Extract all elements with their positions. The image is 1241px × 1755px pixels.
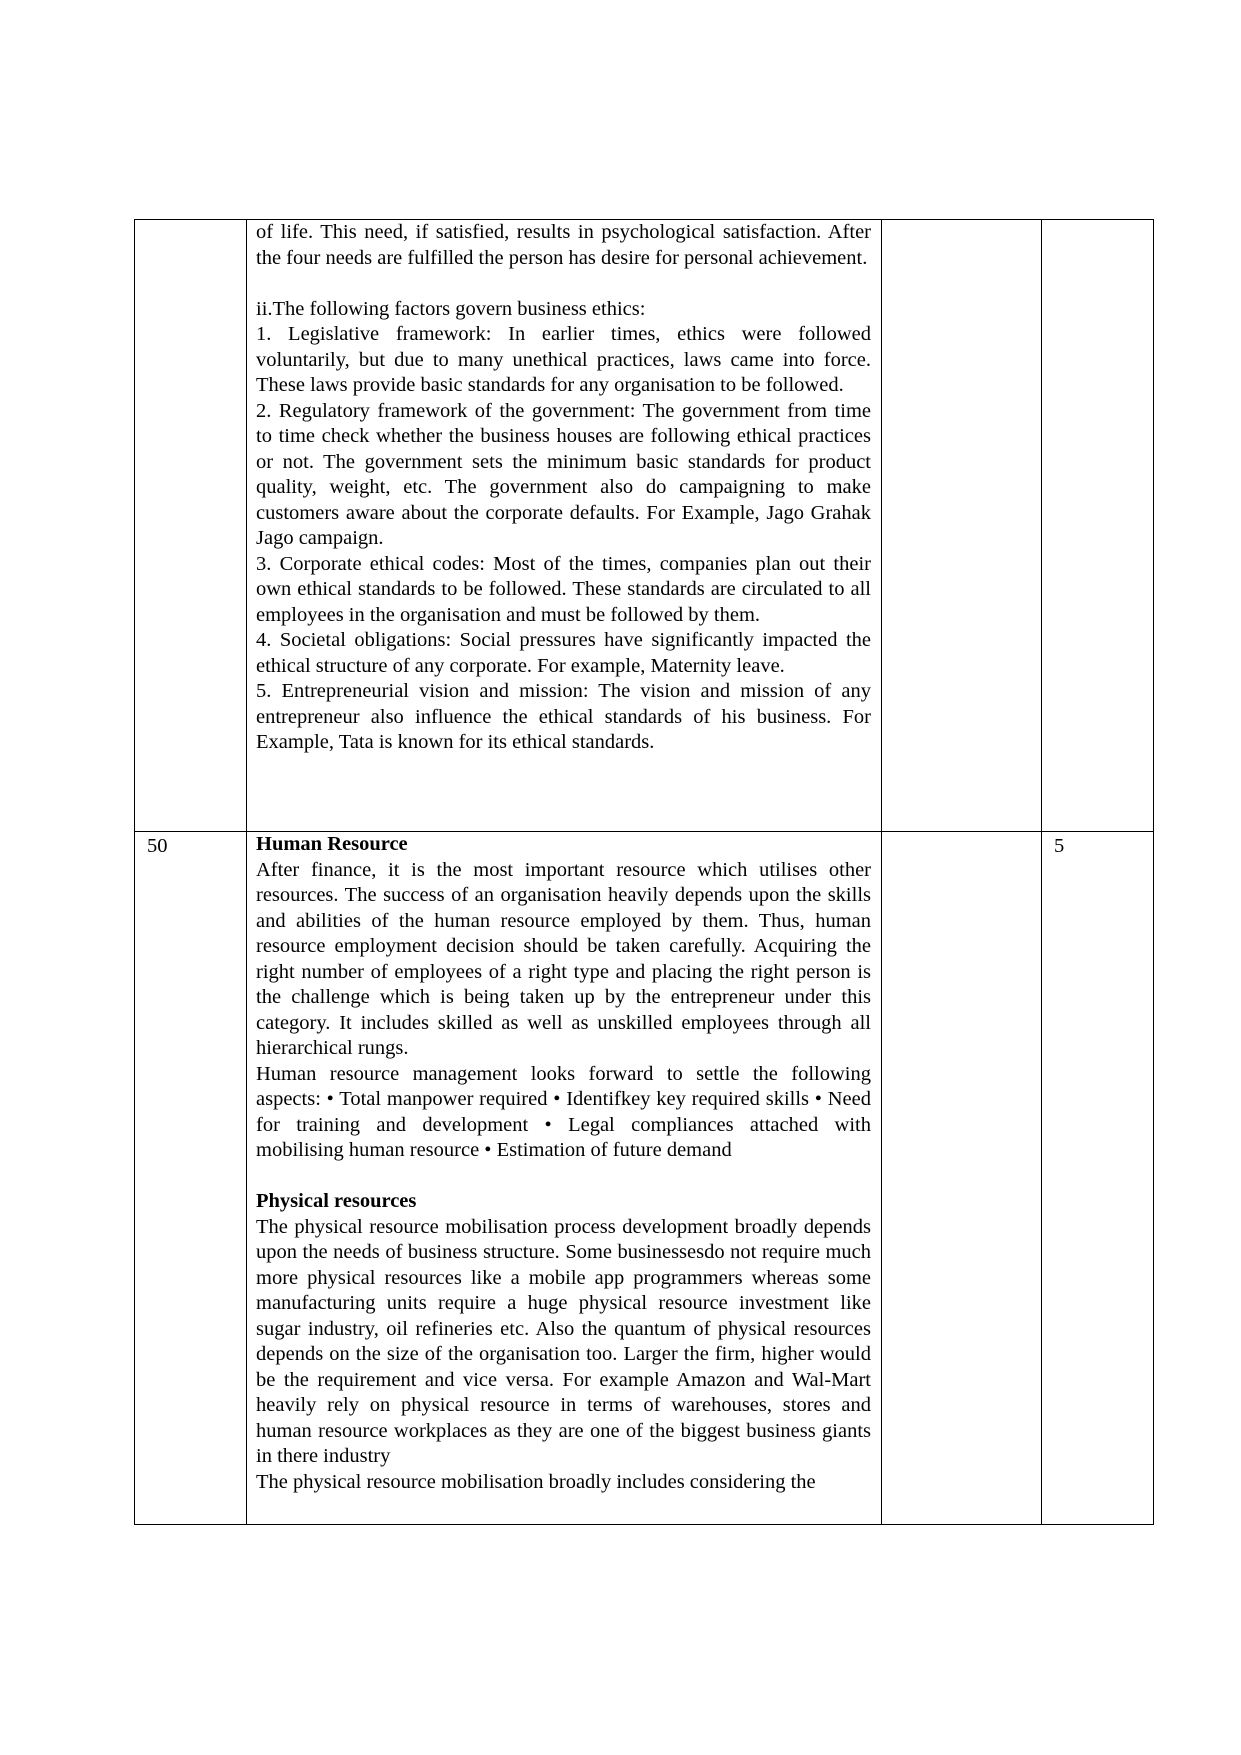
question-number-cell: 50 — [135, 832, 247, 1525]
section-heading: Physical resources — [256, 1190, 417, 1212]
paragraph: The physical resource mobilisation broadly includes considering the — [256, 1470, 816, 1493]
spacer — [256, 271, 871, 297]
table-row — [135, 220, 1154, 832]
answer-table — [134, 219, 1154, 1525]
question-number-cell — [135, 220, 247, 832]
empty-cell — [882, 832, 1042, 1525]
paragraph: of life. This need, if satisfied, results in psychological satisfaction. After the four needs are fulfilled the person has desire for personal achievement. — [256, 221, 871, 269]
paragraph: 5. Entrepreneurial vision and mission: The vision and mission of any entrepreneur also influence the ethical standards of his business. For Example, Tata is known for its ethical standards. — [256, 680, 871, 753]
answer-cell — [247, 832, 882, 1525]
paragraph: The physical resource mobilisation process development broadly depends upon the needs of business structure. Some businessesdo not require much more physical resources like a mobile app programmers whereas some manufacturing units require a huge physical resource investment like sugar industry, oil refineries etc. Also the quantum of physical resources depends on the size of the organisation too. Larger the firm, higher would be the requirement and vice versa. For example Amazon and Wal-Mart heavily rely on physical resource in terms of warehouses, stores and human resource workplaces as they are one of the biggest business giants in there industry — [256, 1215, 871, 1467]
paragraph: Human resource management looks forward to settle the following aspects: • Total manpower required • Identifkey key required skills • Need for training and development • Legal compliances attached with mobilising human resource • Estimation of future demand — [256, 1062, 871, 1161]
paragraph: After finance, it is the most important resource which utilises other resources. The success of an organisation heavily depends upon the skills and abilities of the human resource employed by them. Thus, human resource employment decision should be taken carefully. Acquiring the right number of employees of a right type and placing the right person is the challenge which is being taken up by the entrepreneur under this category. It includes skilled as well as unskilled employees through all hierarchical rungs. — [256, 858, 871, 1059]
answer-cell — [247, 220, 882, 832]
paragraph: 1. Legislative framework: In earlier times, ethics were followed voluntarily, but due to many unethical practices, laws came into force. These laws provide basic standards for any organisation to be followed. — [256, 323, 871, 396]
marks-cell: 5 — [1042, 832, 1154, 1525]
paragraph: 2. Regulatory framework of the government: The government from time to time check whether the business houses are following ethical practices or not. The government sets the minimum basic standards for product quality, weight, etc. The government also do campaigning to make customers aware about the corporate defaults. For Example, Jago Grahak Jago campaign. — [256, 399, 871, 549]
section-heading: Human Resource — [256, 833, 408, 855]
marks-cell — [1042, 220, 1154, 832]
paragraph: 4. Societal obligations: Social pressures have significantly impacted the ethical structure of any corporate. For example, Maternity leave. — [256, 629, 871, 677]
empty-cell — [882, 220, 1042, 832]
table-row — [135, 832, 1154, 1525]
paragraph: ii.The following factors govern business ethics: — [256, 297, 646, 320]
paragraph: 3. Corporate ethical codes: Most of the times, companies plan out their own ethical standards to be followed. These standards are circulated to all employees in the organisation and must be followed by them. — [256, 552, 871, 626]
spacer — [256, 1164, 871, 1190]
